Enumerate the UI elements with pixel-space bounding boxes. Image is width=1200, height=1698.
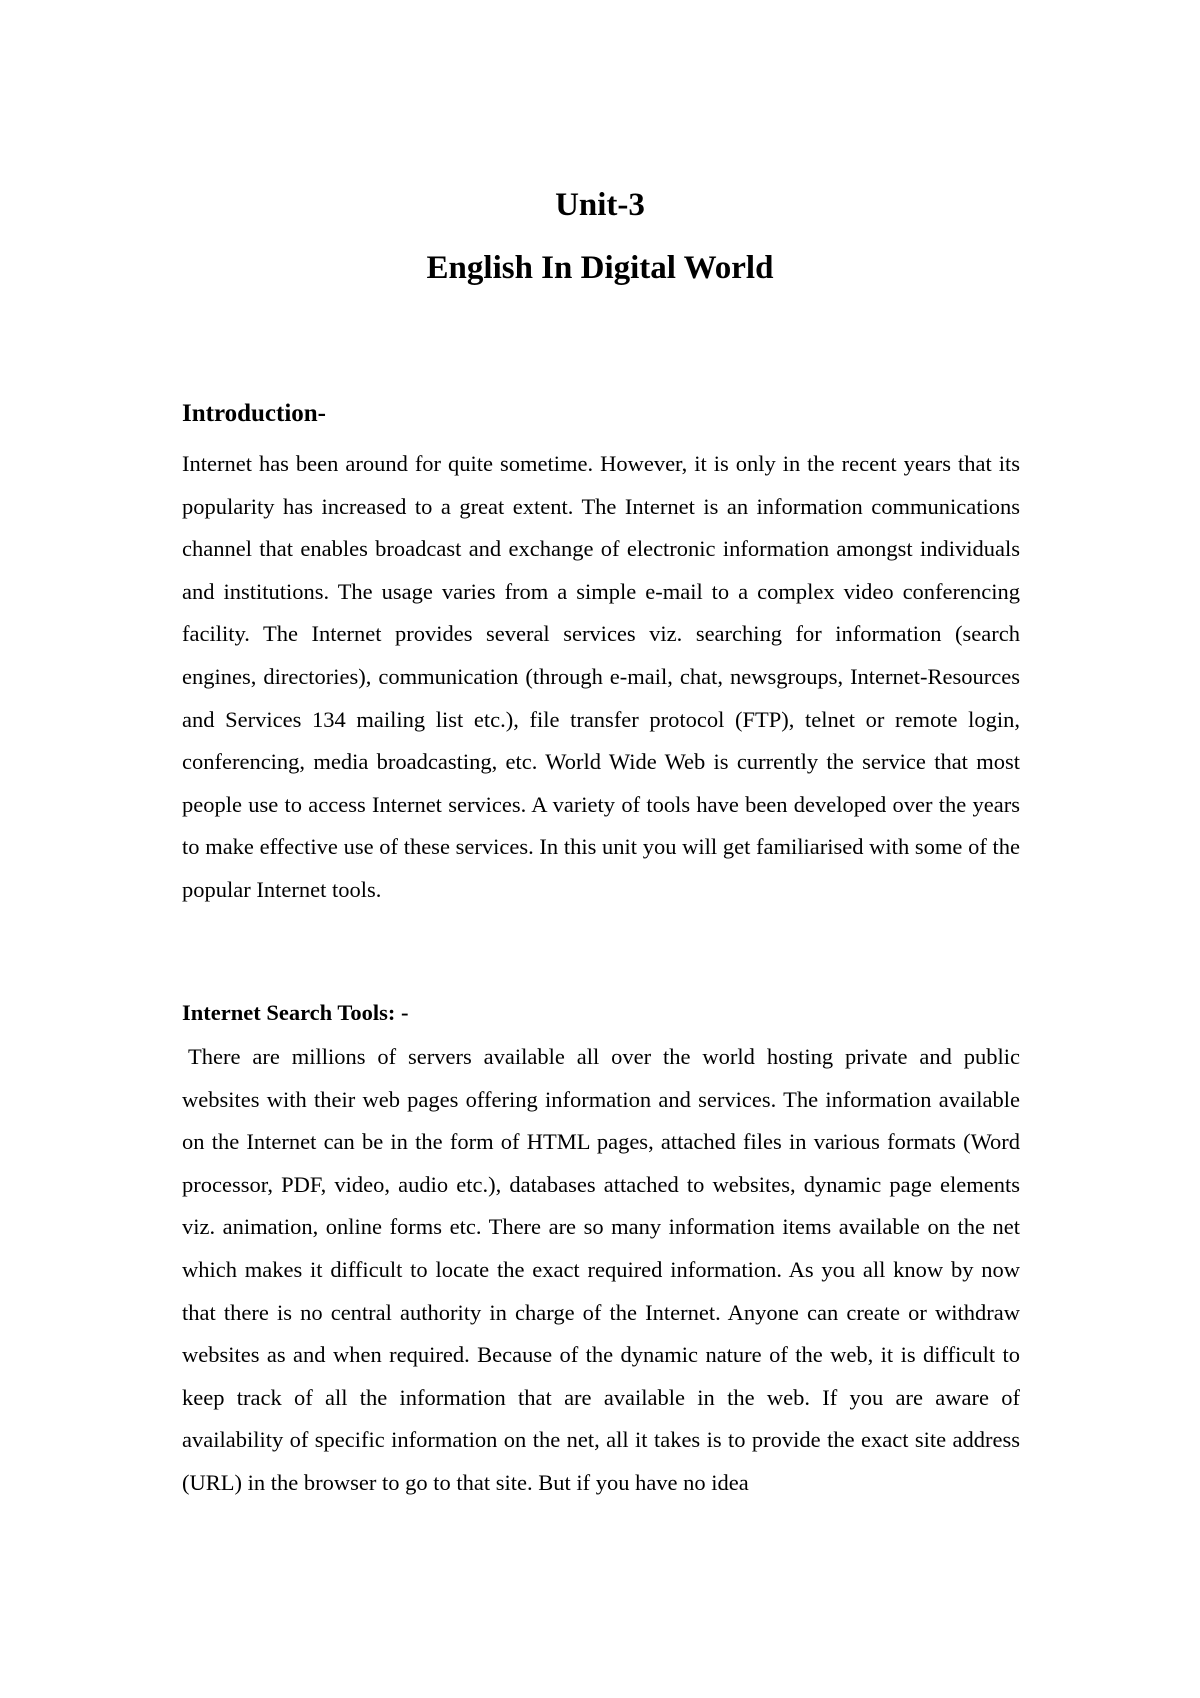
section-heading-introduction: Introduction- [182, 400, 327, 427]
document-title: English In Digital World [426, 250, 774, 286]
section-body-introduction: Internet has been around for quite sometime. However, it is only in the recent years that its popularity has increased to a great extent. The Internet is an information communications channel that enables broadcast and exchange of electronic information amongst individuals and institutions. The usage varies from a simple e-mail to a complex video conferencing facility. The Internet provides several services viz. searching for information (search engines, directories), communication (through e-mail, chat, newsgroups, Internet-Resources and Services 134 mailing list etc.), file transfer protocol (FTP), telnet or remote login, conferencing, media broadcasting, etc. World Wide Web is currently the service that most people use to access Internet services. A variety of tools have been developed over the years to make effective use of these services. In this unit you will get familiarised with some of the popular Internet tools. [182, 451, 1020, 902]
section-body-internet-search-tools: There are millions of servers available all over the world hosting private and public websites with their web pages offering information and services. The information available on the Internet can be in the form of HTML pages, attached files in various formats (Word processor, PDF, video, audio etc.), databases attached to websites, dynamic page elements viz. animation, online forms etc. There are so many information items available on the net which makes it difficult to locate the exact required information. As you all know by now that there is no central authority in charge of the Internet. Anyone can create or withdraw websites as and when required. Because of the dynamic nature of the web, it is difficult to keep track of all the information that are available in the web. If you are aware of availability of specific information on the net, all it takes is to provide the exact site address (URL) in the browser to go to that site. But if you have no idea [182, 1044, 1020, 1495]
unit-title: Unit-3 [555, 187, 645, 223]
section-heading-internet-search-tools: Internet Search Tools: - [182, 1000, 409, 1025]
